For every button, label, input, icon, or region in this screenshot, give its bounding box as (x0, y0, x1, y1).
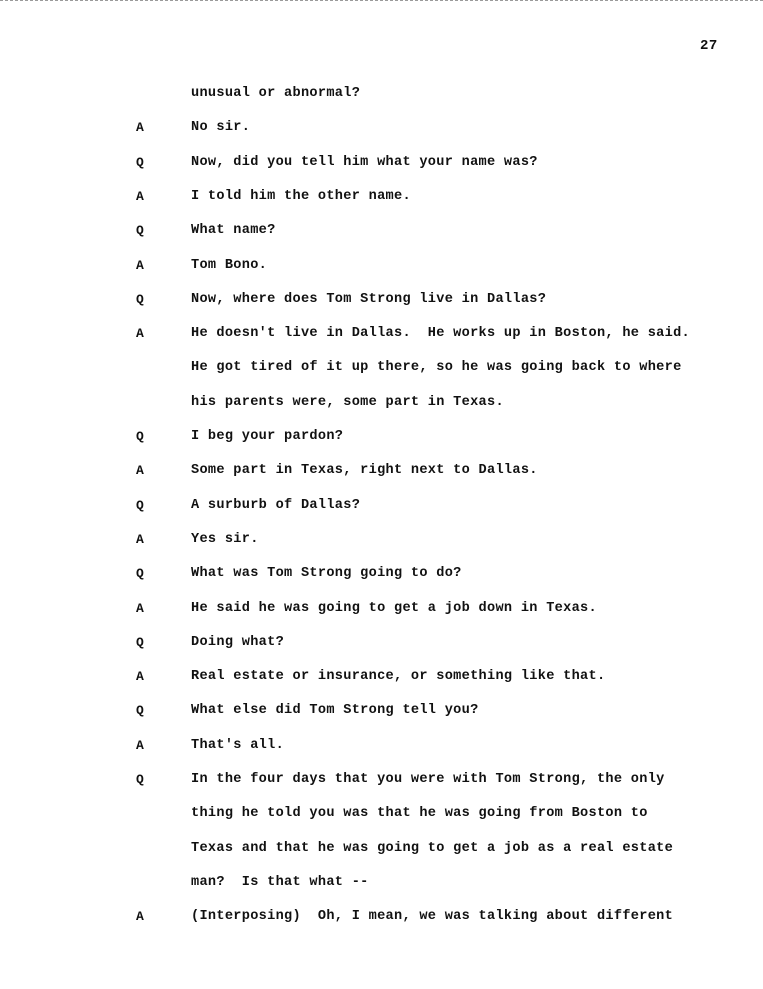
transcript-line (0, 86, 763, 106)
transcript-line (0, 841, 763, 861)
speaker-label: A (136, 188, 144, 204)
line-text: He doesn't live in Dallas. He works up in Boston, he said. (191, 326, 690, 342)
speaker-label: Q (136, 291, 144, 307)
transcript-line (0, 189, 763, 209)
line-text: I told him the other name. (191, 188, 411, 204)
speaker-label: Q (136, 703, 144, 719)
transcript-line (0, 223, 763, 243)
speaker-label: A (136, 600, 144, 616)
line-text: Tom Bono. (191, 257, 268, 273)
speaker-label: A (136, 257, 144, 273)
line-text: He got tired of it up there, so he was going back to where (191, 360, 682, 376)
line-text: In the four days that you were with Tom Strong, the only (191, 772, 665, 787)
transcript-line (0, 635, 763, 655)
speaker-label: A (136, 120, 144, 136)
transcript-line (0, 566, 763, 586)
line-text: Texas and that he was going to get a job as a real estate (191, 840, 674, 856)
transcript-line (0, 360, 763, 380)
line-text: He said he was going to get a job down in Texas. (191, 600, 597, 616)
speaker-label: Q (136, 497, 144, 513)
line-text: Yes sir. (191, 531, 259, 547)
line-text: thing he told you was that he was going from Boston to (191, 806, 648, 822)
speaker-label: Q (136, 429, 144, 444)
speaker-label: Q (136, 772, 144, 787)
speaker-label: Q (136, 634, 144, 650)
line-text: A surburb of Dallas? (191, 497, 361, 513)
transcript-line (0, 532, 763, 552)
transcript-line (0, 772, 763, 792)
speaker-label: Q (136, 154, 144, 170)
transcript-line (0, 326, 763, 346)
speaker-label: A (136, 737, 144, 753)
transcript-line (0, 395, 763, 415)
transcript-line (0, 738, 763, 758)
line-text: I beg your pardon? (191, 429, 344, 444)
transcript-line (0, 258, 763, 278)
transcript-line (0, 806, 763, 826)
line-text: unusual or abnormal? (191, 86, 361, 101)
transcript-line (0, 120, 763, 140)
line-text: What else did Tom Strong tell you? (191, 703, 479, 719)
transcript-line (0, 463, 763, 483)
line-text: man? Is that what -- (191, 874, 369, 890)
transcript-line (0, 909, 763, 929)
speaker-label: Q (136, 223, 144, 239)
speaker-label: A (136, 669, 144, 685)
line-text: Real estate or insurance, or something like that. (191, 669, 606, 685)
transcript-line (0, 155, 763, 175)
transcript-line (0, 875, 763, 895)
line-text: Doing what? (191, 634, 285, 650)
line-text: That's all. (191, 737, 285, 753)
line-text: his parents were, some part in Texas. (191, 394, 504, 410)
transcript-line (0, 601, 763, 621)
speaker-label: A (136, 326, 144, 342)
line-text: What was Tom Strong going to do? (191, 566, 462, 582)
line-text: Now, where does Tom Strong live in Dallas? (191, 291, 547, 307)
speaker-label: A (136, 909, 144, 925)
line-text: (Interposing) Oh, I mean, we was talking about different (191, 909, 674, 925)
transcript-line (0, 498, 763, 518)
transcript-line (0, 669, 763, 689)
transcript-line (0, 703, 763, 723)
line-text: Some part in Texas, right next to Dallas. (191, 463, 538, 479)
transcript-line (0, 292, 763, 312)
line-text: What name? (191, 223, 276, 239)
line-text: Now, did you tell him what your name was? (191, 154, 538, 170)
transcript-line (0, 429, 763, 449)
speaker-label: A (136, 463, 144, 479)
line-text: No sir. (191, 120, 251, 136)
speaker-label: Q (136, 566, 144, 582)
page-number: 27 (700, 38, 718, 54)
speaker-label: A (136, 531, 144, 547)
